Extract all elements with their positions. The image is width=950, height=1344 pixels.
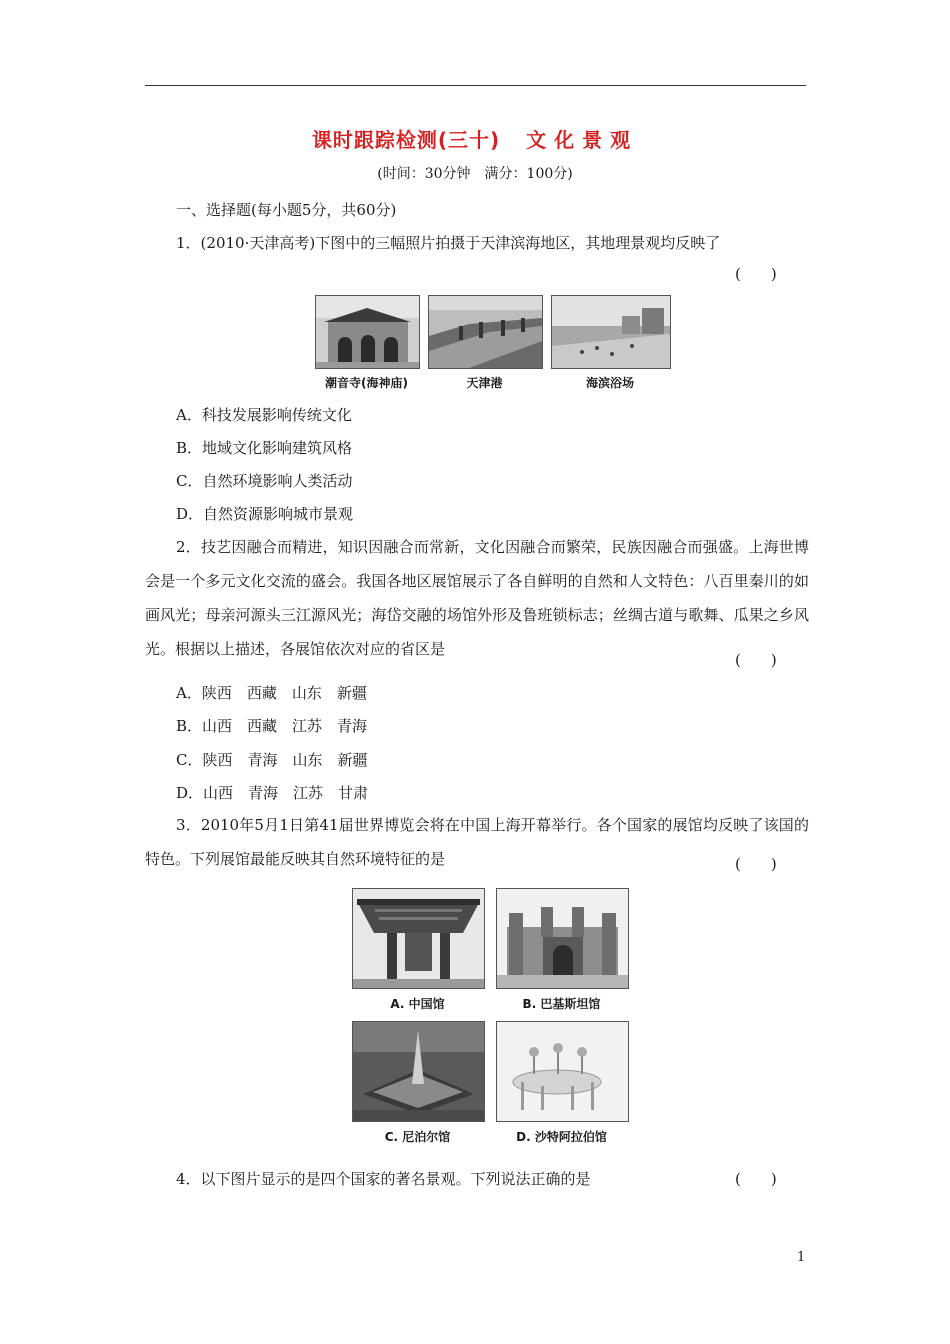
q3-photo-china-pavilion — [352, 888, 485, 989]
q2-stem: 2．技艺因融合而精进，知识因融合而常新，文化因融合而繁荣，民族因融合而强盛。上海世博会是一个多元文化交流的盛会。我国各地区展馆展示了各自鲜明的自然和人文特色：八百里秦川的如画风光；母亲河源头三江源风光；海岱交融的场馆外形及鲁班锁标志；丝绸古道与歌舞、瓜果之乡风光。根据以上描述，各展馆依次对应的省区是 — [145, 538, 809, 658]
q3-photo-nepal-pavilion — [352, 1021, 485, 1122]
title-main: 课时跟踪检测(三十) — [311, 128, 501, 152]
q1-option-c: C．自然环境影响人类活动 — [176, 472, 353, 490]
q1-stem: 1．(2010·天津高考)下图中的三幅照片拍摄于天津滨海地区，其地理景观均反映了 — [176, 234, 721, 252]
q3-photo-pakistan-pavilion — [496, 888, 629, 989]
q3-caption-d: D. 沙特阿拉伯馆 — [516, 1130, 607, 1144]
q1-answer-bracket: ( ) — [735, 265, 777, 283]
q1-caption-2: 天津港 — [466, 376, 503, 390]
header-rule — [145, 85, 806, 86]
q1-option-a: A．科技发展影响传统文化 — [176, 406, 352, 424]
page-title — [0, 124, 950, 153]
time-score-info: (时间：30分钟 满分：100分) — [377, 166, 573, 182]
q3-stem: 3．2010年5月1日第41届世界博览会将在中国上海开幕举行。各个国家的展馆均反映了该国的特色。下列展馆最能反映其自然环境特征的是 — [145, 816, 809, 868]
q3-answer-bracket: ( ) — [735, 855, 777, 873]
page-number: 1 — [797, 1250, 806, 1265]
q1-option-b: B．地域文化影响建筑风格 — [176, 439, 353, 457]
q1-caption-3: 海滨浴场 — [585, 376, 634, 390]
q2-option-c: C．陕西 青海 山东 新疆 — [176, 751, 368, 769]
q3-caption-b: B. 巴基斯坦馆 — [522, 997, 601, 1011]
q4-answer-bracket: ( ) — [735, 1170, 777, 1188]
q3-caption-c: C. 尼泊尔馆 — [384, 1130, 451, 1144]
q3-photo-saudi-pavilion — [496, 1021, 629, 1122]
q1-photo-beach — [551, 295, 671, 369]
q2-option-a: A．陕西 西藏 山东 新疆 — [176, 684, 367, 702]
q1-caption-1: 潮音寺(海神庙) — [325, 376, 408, 390]
q2-answer-bracket: ( ) — [735, 651, 777, 669]
section-heading: 一、选择题(每小题5分，共60分) — [176, 201, 397, 219]
q3-caption-a: A. 中国馆 — [390, 997, 445, 1011]
q1-photo-temple — [315, 295, 420, 369]
title-sub: 文化景观 — [526, 128, 639, 152]
q2-option-d: D．山西 青海 江苏 甘肃 — [176, 784, 369, 802]
q2-option-b: B．山西 西藏 江苏 青海 — [176, 717, 368, 735]
q1-option-d: D．自然资源影响城市景观 — [176, 505, 354, 523]
q4-stem: 4．以下图片显示的是四个国家的著名景观。下列说法正确的是 — [176, 1170, 591, 1188]
q1-photo-port — [428, 295, 543, 369]
